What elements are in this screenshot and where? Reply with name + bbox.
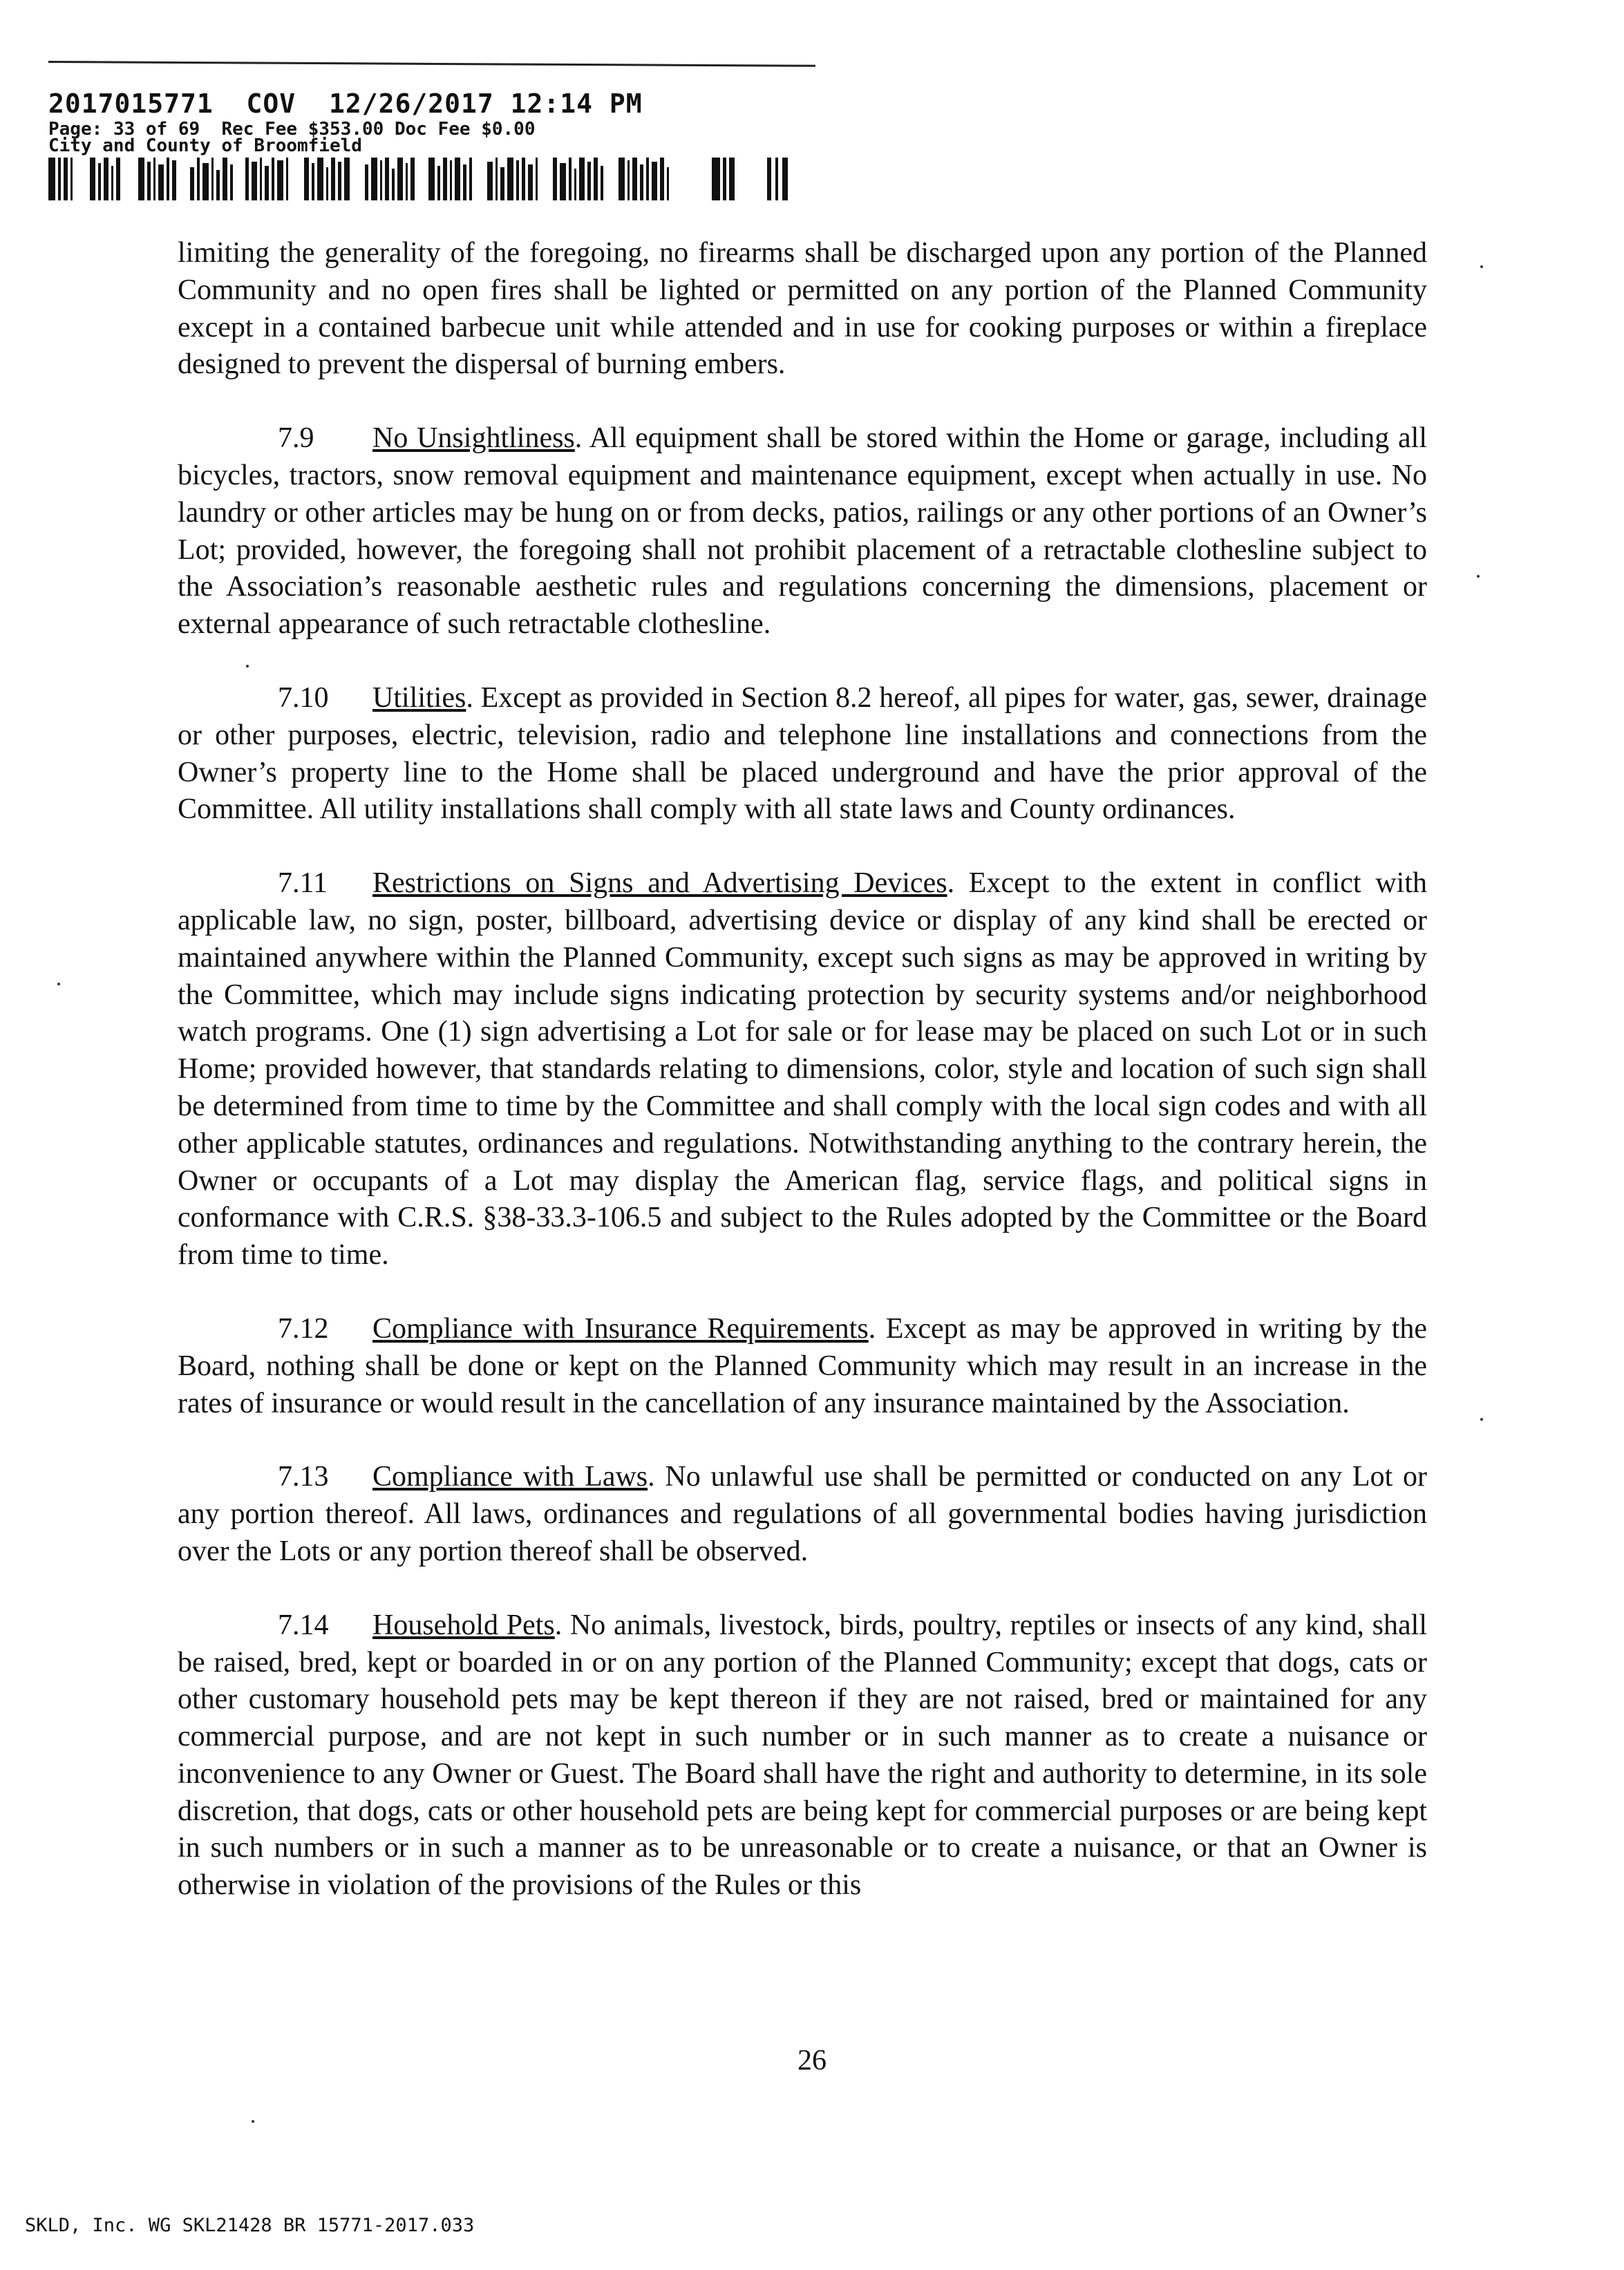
section-7-11 (178, 865, 1427, 1274)
section-number: 7.9 (278, 422, 314, 455)
scan-speck (246, 665, 249, 668)
section-7-9 (178, 420, 1427, 643)
section-7-12 (178, 1311, 1427, 1422)
section-text: . All equipment shall be stored within the Home or garage, including all bicycles, tractors, snow removal equipment and maintenance equipment, except when actually in use. No laundry or other articles may be hung on or from decks, patios, railings or any other portions of an Owner’s Lot; provided, however, the foregoing shall not prohibit placement of a retractable clothesline subject to the Association’s reasonable aesthetic rules and regulations concerning the dimensions, placement or external appearance of such retractable clothesline. (178, 422, 1427, 641)
section-number: 7.10 (278, 681, 329, 714)
section-text: . Except as may be approved in writing by the Board, nothing shall be done or kept on the Planned Community which may result in an increase in the rates of insurance or would result in the cancellation of any insurance maintained by the Association. (178, 1312, 1427, 1419)
stamp-fee-line: Page: 33 of 69 Rec Fee $353.00 Doc Fee $0.00 (48, 119, 536, 140)
section-heading: No Unsightliness (372, 422, 575, 455)
scan-speck (1480, 1418, 1483, 1421)
section-7-14 (178, 1607, 1427, 1904)
barcode-image (48, 158, 809, 200)
stamp-top-rule (48, 61, 815, 67)
jurisdiction: City and County of Broomfield (48, 135, 362, 156)
section-number: 7.11 (278, 867, 328, 900)
section-text: . No unlawful use shall be permitted or conducted on any Lot or any portion thereof. All laws, ordinances and regulations of all governmental bodies having jurisdiction over the Lots or any portion thereof shall be observed. (178, 1461, 1427, 1567)
section-heading: Compliance with Laws (372, 1461, 648, 1493)
stamp-header-line (48, 88, 643, 119)
rec-fee: $353.00 (308, 119, 384, 140)
footer-reference: SKLD, Inc. WG SKL21428 BR 15771-2017.033 (25, 2215, 475, 2236)
page-number: 26 (797, 2045, 827, 2077)
document-body (178, 235, 1427, 1941)
section-number: 7.12 (278, 1312, 329, 1345)
continuation-paragraph: limiting the generality of the foregoing, no firearms shall be discharged upon any portion of the Planned Community and no open fires shall be lighted or permitted on any portion of the Planned Community except in a contained barbecue unit while attended and in use for cooking purposes or within a fireplace designed to prevent the dispersal of burning embers. (178, 237, 1427, 381)
section-heading: Restrictions on Signs and Advertising Devices (372, 867, 947, 900)
section-text: . Except to the extent in conflict with applicable law, no sign, poster, billboard, advertising device or display of any kind shall be erected or maintained anywhere within the Planned Community, except such signs as may be approved in writing by the Committee, which may include signs indicating protection by security systems and/or neighborhood watch programs. One (1) sign advertising a Lot for sale or for lease may be placed on such Lot or in such Home; provided however, that standards relating to dimensions, color, style and location of such sign shall be determined from time to time by the Committee and shall comply with the local sign codes and with all other applicable statutes, ordinances and regulations. Notwithstanding anything to the contrary herein, the Owner or occupants of a Lot may display the American flag, service flags, and political signs in conformance with C.R.S. §38-33.3-106.5 and subject to the Rules adopted by the Committee or the Board from time to time. (178, 867, 1427, 1271)
section-text: . Except as provided in Section 8.2 hereof, all pipes for water, gas, sewer, drainage or other purposes, electric, television, radio and telephone line installations and connections from the Owner’s property line to the Home shall be placed underground and have the prior approval of the Committee. All utility installations shall comply with all state laws and County ordinances. (178, 681, 1427, 826)
section-heading: Utilities (372, 681, 466, 714)
scan-speck (252, 2120, 254, 2123)
scan-speck (57, 983, 60, 985)
section-number: 7.13 (278, 1461, 329, 1493)
scan-speck (1480, 265, 1483, 268)
section-heading: Compliance with Insurance Requirements (372, 1312, 869, 1345)
section-7-13 (178, 1459, 1427, 1570)
scan-speck (1477, 575, 1480, 578)
recording-time: 12:14 PM (510, 88, 643, 119)
doc-fee: $0.00 (481, 119, 536, 140)
page-total: 69 (178, 119, 200, 140)
section-heading: Household Pets (372, 1609, 555, 1641)
section-number: 7.14 (278, 1609, 329, 1641)
doc-type: COV (246, 88, 296, 119)
section-text: . No animals, livestock, birds, poultry, reptiles or insects of any kind, shall be raised, bred, kept or boarded in or on any portion of the Planned Community; except that dogs, cats or other customary household pets may be kept thereon if they are not raised, bred or maintained for any commercial purpose, and are not kept in such number or in such manner as to create a nuisance or inconvenience to any Owner or Guest. The Board shall have the right and authority to determine, in its sole discretion, that dogs, cats or other household pets are being kept for commercial purposes or are being kept in such numbers or in such a manner as to be unreasonable or to create a nuisance, or that an Owner is otherwise in violation of the provisions of the Rules or this (178, 1609, 1427, 1902)
page-current: 33 (113, 119, 135, 140)
reception-number: 2017015771 (48, 88, 214, 119)
section-7-10 (178, 680, 1427, 829)
recording-date: 12/26/2017 (328, 88, 494, 119)
